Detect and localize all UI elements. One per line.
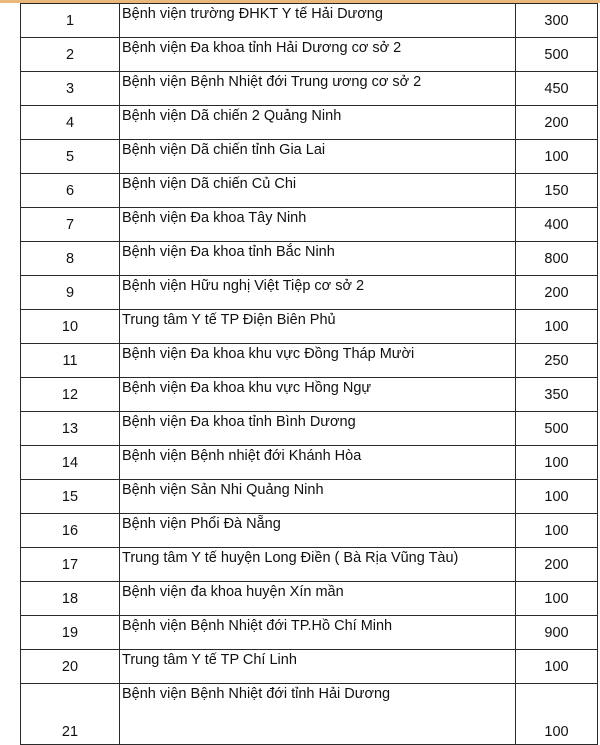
table-row: [21, 310, 598, 344]
quantity-cell: 100: [516, 310, 598, 344]
hospital-name-cell: Trung tâm Y tế TP Chí Linh: [120, 650, 516, 684]
quantity-cell: 100: [516, 582, 598, 616]
row-number-cell: 12: [21, 378, 120, 412]
hospital-name-cell: Bệnh viện đa khoa huyện Xín mần: [120, 582, 516, 616]
row-number-cell: 15: [21, 480, 120, 514]
hospital-name-cell: Bệnh viện Sản Nhi Quảng Ninh: [120, 480, 516, 514]
quantity-cell: 250: [516, 344, 598, 378]
table-row: [21, 412, 598, 446]
table-row: [21, 344, 598, 378]
hospital-name-cell: Bệnh viện Dã chiến tỉnh Gia Lai: [120, 140, 516, 174]
quantity-cell: 500: [516, 38, 598, 72]
table-row: [21, 4, 598, 38]
hospital-name-cell: Bệnh viện Dã chiến 2 Quảng Ninh: [120, 106, 516, 140]
row-number-cell: 7: [21, 208, 120, 242]
table-row: [21, 582, 598, 616]
hospital-name-cell: Bệnh viện Hữu nghị Việt Tiệp cơ sở 2: [120, 276, 516, 310]
hospital-name-cell: Bệnh viện Đa khoa khu vực Hồng Ngự: [120, 378, 516, 412]
row-number-cell: 14: [21, 446, 120, 480]
row-number-cell: 9: [21, 276, 120, 310]
row-number-cell: 11: [21, 344, 120, 378]
hospital-name-cell: Bệnh viện Bệnh nhiệt đới Khánh Hòa: [120, 446, 516, 480]
table-row: [21, 480, 598, 514]
table-row: [21, 616, 598, 650]
table-row: [21, 684, 598, 745]
table-row: [21, 208, 598, 242]
quantity-cell: 400: [516, 208, 598, 242]
hospital-name-cell: Bệnh viện Dã chiến Củ Chi: [120, 174, 516, 208]
table-row: [21, 242, 598, 276]
hospital-name-cell: Bệnh viện Đa khoa tỉnh Bình Dương: [120, 412, 516, 446]
quantity-cell: 100: [516, 480, 598, 514]
row-number-cell: 21: [21, 684, 120, 745]
hospital-name-cell: Bệnh viện Bệnh Nhiệt đới Trung ương cơ sở 2: [120, 72, 516, 106]
hospital-name-cell: Trung tâm Y tế TP Điện Biên Phủ: [120, 310, 516, 344]
quantity-cell: 900: [516, 616, 598, 650]
table-row: [21, 72, 598, 106]
quantity-cell: 500: [516, 412, 598, 446]
hospital-name-cell: Trung tâm Y tế huyện Long Điền ( Bà Rịa Vũng Tàu): [120, 548, 516, 582]
hospital-name-cell: Bệnh viện Bệnh Nhiệt đới TP.Hồ Chí Minh: [120, 616, 516, 650]
table-row: [21, 38, 598, 72]
hospital-name-cell: Bệnh viện Bệnh Nhiệt đới tỉnh Hải Dương: [120, 684, 516, 745]
table-row: [21, 650, 598, 684]
quantity-cell: 200: [516, 276, 598, 310]
quantity-cell: 100: [516, 446, 598, 480]
quantity-cell: 200: [516, 548, 598, 582]
quantity-cell: 100: [516, 514, 598, 548]
row-number-cell: 1: [21, 4, 120, 38]
table-row: [21, 174, 598, 208]
row-number-cell: 3: [21, 72, 120, 106]
hospital-allocation-table: [20, 3, 598, 745]
quantity-cell: 450: [516, 72, 598, 106]
row-number-cell: 8: [21, 242, 120, 276]
quantity-cell: 150: [516, 174, 598, 208]
quantity-cell: 100: [516, 684, 598, 745]
table-row: [21, 140, 598, 174]
hospital-name-cell: Bệnh viện Phổi Đà Nẵng: [120, 514, 516, 548]
row-number-cell: 5: [21, 140, 120, 174]
quantity-cell: 100: [516, 140, 598, 174]
table-row: [21, 106, 598, 140]
hospital-name-cell: Bệnh viện Đa khoa Tây Ninh: [120, 208, 516, 242]
row-number-cell: 4: [21, 106, 120, 140]
row-number-cell: 6: [21, 174, 120, 208]
hospital-name-cell: Bệnh viện Đa khoa khu vực Đồng Tháp Mười: [120, 344, 516, 378]
row-number-cell: 17: [21, 548, 120, 582]
row-number-cell: 2: [21, 38, 120, 72]
quantity-cell: 100: [516, 650, 598, 684]
quantity-cell: 350: [516, 378, 598, 412]
quantity-cell: 300: [516, 4, 598, 38]
table-row: [21, 378, 598, 412]
row-number-cell: 16: [21, 514, 120, 548]
hospital-name-cell: Bệnh viện Đa khoa tỉnh Hải Dương cơ sở 2: [120, 38, 516, 72]
hospital-name-cell: Bệnh viện trường ĐHKT Y tế Hải Dương: [120, 4, 516, 38]
hospital-name-cell: Bệnh viện Đa khoa tỉnh Bắc Ninh: [120, 242, 516, 276]
table-row: [21, 276, 598, 310]
table-row: [21, 446, 598, 480]
table-body: [21, 4, 598, 745]
table-row: [21, 514, 598, 548]
row-number-cell: 10: [21, 310, 120, 344]
row-number-cell: 20: [21, 650, 120, 684]
quantity-cell: 200: [516, 106, 598, 140]
table-row: [21, 548, 598, 582]
row-number-cell: 19: [21, 616, 120, 650]
quantity-cell: 800: [516, 242, 598, 276]
row-number-cell: 18: [21, 582, 120, 616]
row-number-cell: 13: [21, 412, 120, 446]
